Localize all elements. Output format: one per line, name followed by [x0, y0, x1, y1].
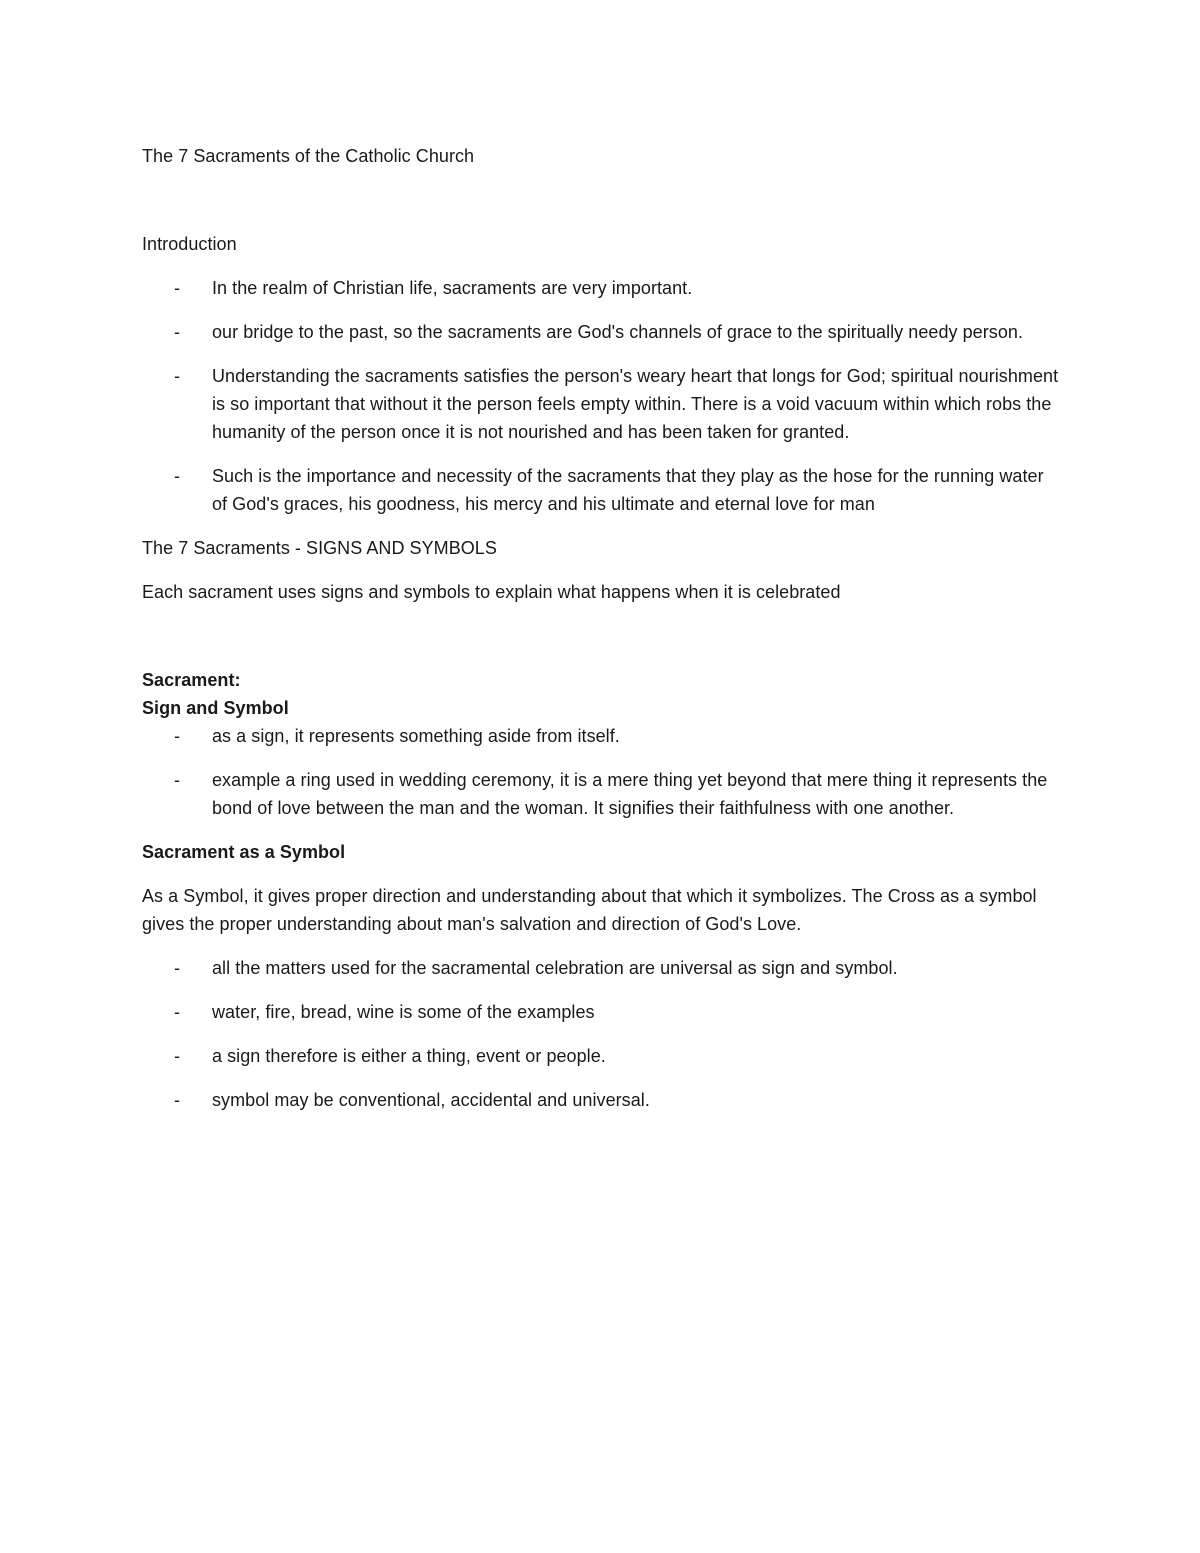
list-item-text: Such is the importance and necessity of the sacraments that they play as the hose for the running water of God's graces, his goodness, his mercy and his ultimate and eternal love for man: [212, 466, 1044, 514]
document-title: The 7 Sacraments of the Catholic Church: [142, 146, 475, 166]
sign-and-symbol-heading: Sign and Symbol: [142, 698, 289, 718]
list-item-text: all the matters used for the sacramental celebration are universal as sign and symbol.: [212, 958, 898, 978]
list-item-text: as a sign, it represents something aside from itself.: [212, 726, 620, 746]
introduction-list: [142, 274, 1062, 518]
list-item: [142, 766, 1062, 822]
list-item-text: water, fire, bread, wine is some of the examples: [212, 1002, 595, 1022]
list-item-text: example a ring used in wedding ceremony, it is a mere thing yet beyond that mere thing it represents the bond of love between the man and the woman. It signifies their faithfulness with one another.: [212, 770, 1048, 818]
list-item-text: In the realm of Christian life, sacraments are very important.: [212, 278, 693, 298]
list-item-text: symbol may be conventional, accidental and universal.: [212, 1090, 650, 1110]
sacrament-symbol-body: As a Symbol, it gives proper direction and understanding about that which it symbolizes. The Cross as a symbol gives the proper understanding about man's salvation and direction of God's Love.: [142, 886, 1037, 934]
list-item-text: a sign therefore is either a thing, event or people.: [212, 1046, 606, 1066]
list-item-text: our bridge to the past, so the sacraments are God's channels of grace to the spiritually needy person.: [212, 322, 1023, 342]
bullet-dash: -: [174, 466, 181, 486]
introduction-heading: Introduction: [142, 234, 237, 254]
list-item-text: Understanding the sacraments satisfies the person's weary heart that longs for God; spiritual nourishment is so important that without it the person feels empty within. There is a void vacuum within which robs the humanity of the person once it is not nourished and has been taken for granted.: [212, 366, 1059, 442]
bullet-dash: -: [174, 1090, 181, 1110]
bullet-dash: -: [174, 1002, 181, 1022]
list-item: [142, 362, 1062, 446]
bullet-dash: -: [174, 958, 181, 978]
sign-list: [142, 722, 1062, 822]
bullet-dash: -: [174, 770, 181, 790]
bullet-dash: -: [174, 322, 181, 342]
symbol-list: [142, 954, 1062, 1114]
signs-section-body: Each sacrament uses signs and symbols to explain what happens when it is celebrated: [142, 582, 841, 602]
sacrament-heading: Sacrament:: [142, 670, 241, 690]
document-body: [142, 142, 1062, 1130]
list-item: [142, 1086, 1062, 1114]
sacrament-symbol-heading: Sacrament as a Symbol: [142, 842, 346, 862]
list-item: [142, 274, 1062, 302]
bullet-dash: -: [174, 1046, 181, 1066]
list-item: [142, 318, 1062, 346]
list-item: [142, 998, 1062, 1026]
list-item: [142, 1042, 1062, 1070]
list-item: [142, 462, 1062, 518]
list-item: [142, 722, 1062, 750]
list-item: [142, 954, 1062, 982]
bullet-dash: -: [174, 366, 181, 386]
bullet-dash: -: [174, 278, 181, 298]
bullet-dash: -: [174, 726, 181, 746]
signs-section-title: The 7 Sacraments - SIGNS AND SYMBOLS: [142, 538, 497, 558]
